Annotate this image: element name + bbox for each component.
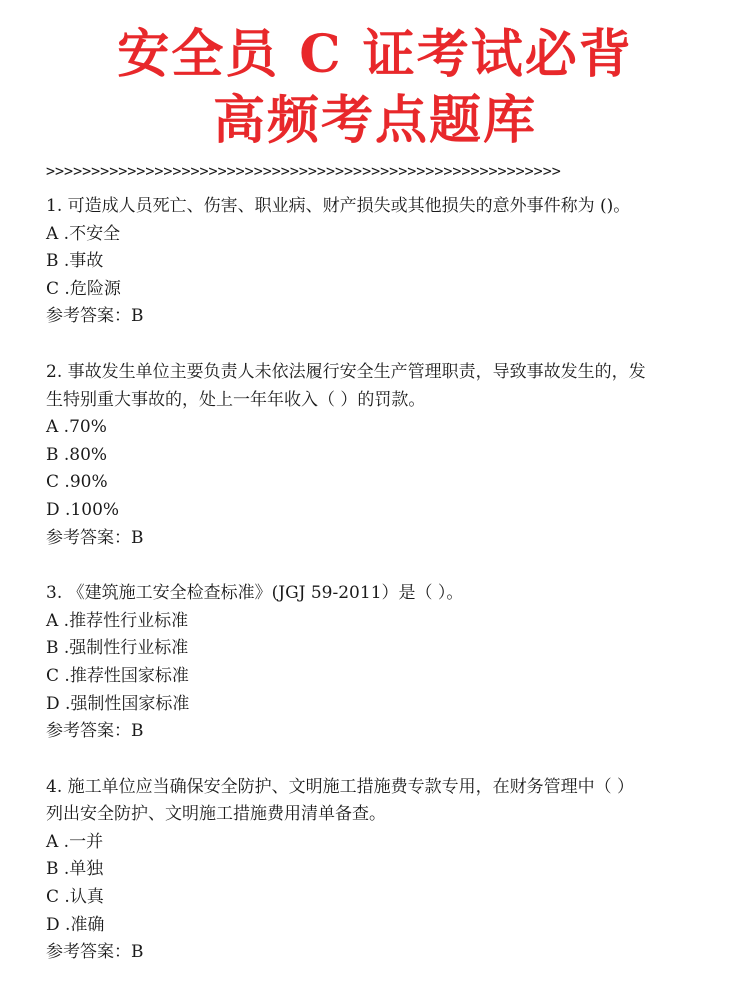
option-c: C .推荐性国家标准 — [46, 665, 189, 686]
answer: 参考答案：B — [46, 306, 144, 327]
question-stem: 4. 施工单位应当确保安全防护、文明施工措施费专款专用，在财务管理中（ ） — [46, 776, 635, 797]
question-2 — [46, 359, 706, 552]
question-list — [46, 193, 706, 967]
answer: 参考答案：B — [46, 721, 144, 742]
title-line-2: 高频考点题库 — [212, 90, 537, 151]
option-b: B .事故 — [46, 251, 104, 272]
question-stem: 1. 可造成人员死亡、伤害、职业病、财产损失或其他损失的意外事件称为 ()。 — [46, 196, 631, 216]
option-c: C .危险源 — [46, 278, 121, 299]
question-stem: 2. 事故发生单位主要负责人未依法履行安全生产管理职责，导致事故发生的，发 — [46, 361, 646, 382]
option-d: D .强制性国家标准 — [46, 693, 190, 714]
option-a: A .一并 — [46, 831, 104, 852]
answer: 参考答案：B — [46, 527, 144, 548]
question-stem: 3. 《建筑施工安全检查标准》(JGJ 59-2011）是（ ）。 — [46, 583, 464, 604]
option-d: D .准确 — [46, 914, 105, 935]
question-4 — [46, 774, 706, 967]
option-a: A .不安全 — [46, 223, 121, 244]
option-d: D .100% — [46, 499, 120, 520]
option-a: A .70% — [46, 417, 107, 438]
question-stem-continued: 生特别重大事故的，处上一年年收入（ ）的罚款。 — [46, 389, 426, 410]
arrow-divider: >>>>>>>>>>>>>>>>>>>>>>>>>>>>>>>>>>>>>>>>>>>>>>>>>>>>>>>>> — [46, 162, 561, 180]
option-b: B .强制性行业标准 — [46, 638, 189, 659]
answer: 参考答案：B — [46, 942, 144, 963]
question-1 — [46, 193, 706, 331]
option-c: C .90% — [46, 472, 108, 493]
option-c: C .认真 — [46, 887, 104, 908]
question-stem-continued: 列出安全防护、文明施工措施费用清单备查。 — [46, 804, 386, 825]
option-a: A .推荐性行业标准 — [46, 610, 189, 631]
page-title — [0, 22, 750, 154]
question-3 — [46, 580, 706, 746]
option-b: B .单独 — [46, 859, 104, 880]
title-line-1: 安全员 C 证考试必背 — [117, 24, 633, 85]
option-b: B .80% — [46, 444, 108, 465]
